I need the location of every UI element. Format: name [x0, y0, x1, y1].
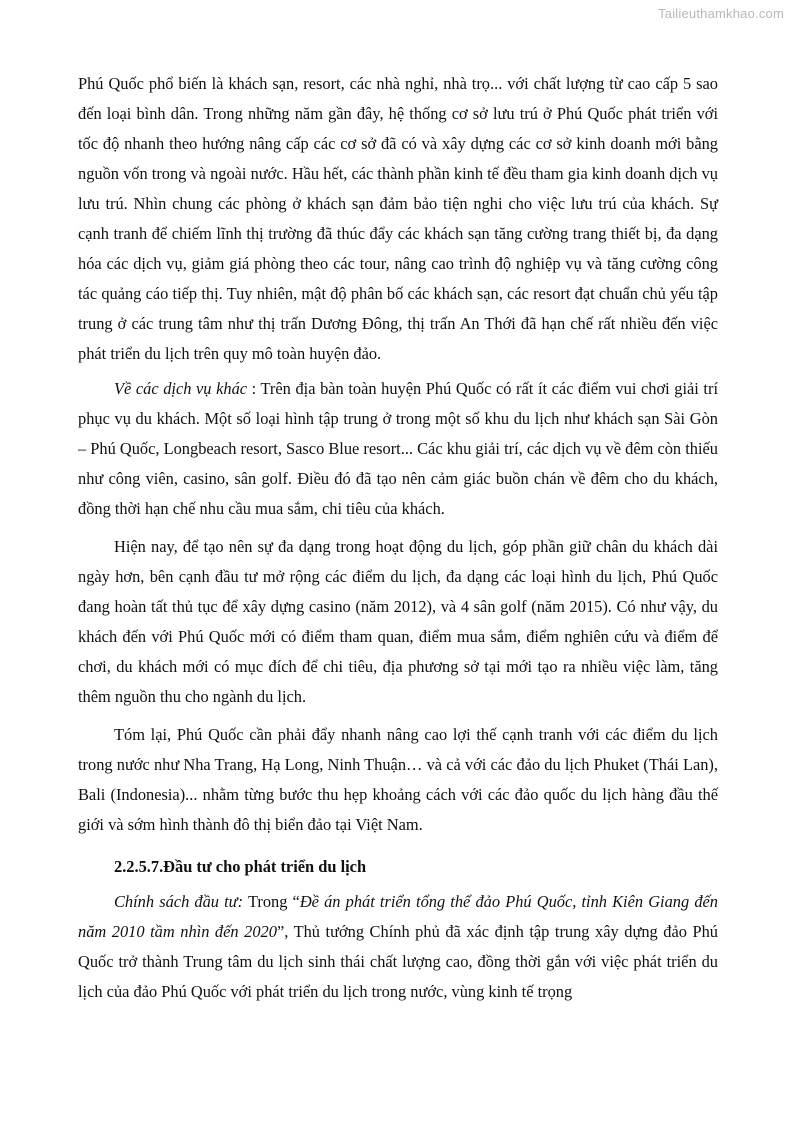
paragraph-diversification: Hiện nay, để tạo nên sự đa dạng trong hoạt động du lịch, góp phần giữ chân du khách dài ngày hơn, bên cạnh đầu tư mở rộng các điểm du lịch, đa dạng các loại hình du lịch, Phú Quốc đang hoàn tất thủ tục để xây dựng casino (năm 2012), và 4 sân golf (năm 2015). Có như vậy, du khách đến với Phú Quốc mới có điểm tham quan, điểm mua sắm, điểm nghiên cứu và điểm để chơi, du khách mới có mục đích để chi tiêu, địa phương sở tại mới tạo ra nhiều việc làm, tăng thêm nguồn thu cho ngành du lịch. [78, 537, 718, 706]
paragraph-accommodation: Phú Quốc phổ biến là khách sạn, resort, các nhà nghỉ, nhà trọ... với chất lượng từ cao cấp 5 sao đến loại bình dân. Trong những năm gần đây, hệ thống cơ sở lưu trú ở Phú Quốc phát triển với tốc độ nhanh theo hướng nâng cấp các cơ sở đã có và xây dựng các cơ sở kinh doanh mới bằng nguồn vốn trong và ngoài nước. Hầu hết, các thành phần kinh tế đều tham gia kinh doanh dịch vụ lưu trú. Nhìn chung các phòng ở khách sạn đảm bảo tiện nghi cho việc lưu trú của khách. Sự cạnh tranh để chiếm lĩnh thị trường đã thúc đẩy các khách sạn tăng cường trang thiết bị, đa dạng hóa các dịch vụ, giảm giá phòng theo các tour, nâng cao trình độ nghiệp vụ và tăng cường công tác quảng cáo tiếp thị. Tuy nhiên, mật độ phân bố các khách sạn, các resort đạt chuẩn chủ yếu tập trung ở các trung tâm như thị trấn Dương Đông, thị trấn An Thới đã hạn chế rất nhiều đến việc phát triển du lịch trên quy mô toàn huyện đảo. [78, 74, 718, 363]
paragraph-summary: Tóm lại, Phú Quốc cần phải đẩy nhanh nâng cao lợi thế cạnh tranh với các điểm du lịch trong nước như Nha Trang, Hạ Long, Ninh Thuận… và cả với các đảo du lịch Phuket (Thái Lan), Bali (Indonesia)... nhằm từng bước thu hẹp khoảng cách với các đảo quốc du lịch hàng đầu thế giới và sớm hình thành đô thị biển đảo tại Việt Nam. [78, 725, 718, 834]
other-services-lead: Về các dịch vụ khác [114, 379, 248, 398]
other-services-body: : Trên địa bàn toàn huyện Phú Quốc có rất ít các điểm vui chơi giải trí phục vụ du khách. Một số loại hình tập trung ở trong một số khu du lịch như khách sạn Sài Gòn – Phú Quốc, Longbeach resort, Sasco Blue resort... Các khu giải trí, các dịch vụ về đêm còn thiếu như công viên, casino, sân golf. Điều đó đã tạo nên cảm giác buồn chán về đêm cho du khách, đồng thời hạn chế nhu cầu mua sắm, chi tiêu của khách. [78, 379, 718, 518]
document-body [78, 69, 718, 1007]
section-heading: 2.2.5.7.Đầu tư cho phát triển du lịch [114, 857, 367, 876]
paragraph-investment-policy [78, 887, 718, 1007]
investment-policy-rest: ”, Thủ tướng Chính phủ đã xác định tập trung xây dựng đảo Phú Quốc trở thành Trung tâm du lịch sinh thái chất lượng cao, đồng thời gắn với việc phát triển du lịch của đảo Phú Quốc với phát triển du lịch trong nước, vùng kinh tế trọng [78, 922, 719, 1001]
paragraph-other-services [78, 374, 718, 524]
project-title: Đề án phát triển tổng thể đảo Phú Quốc, tỉnh Kiên Giang đến năm 2010 tầm nhìn đến 2020 [78, 892, 719, 941]
investment-policy-mid: Trong “ [243, 892, 300, 911]
watermark: Tailieuthamkhao.com [658, 6, 784, 21]
investment-policy-lead: Chính sách đầu tư: [114, 892, 244, 911]
